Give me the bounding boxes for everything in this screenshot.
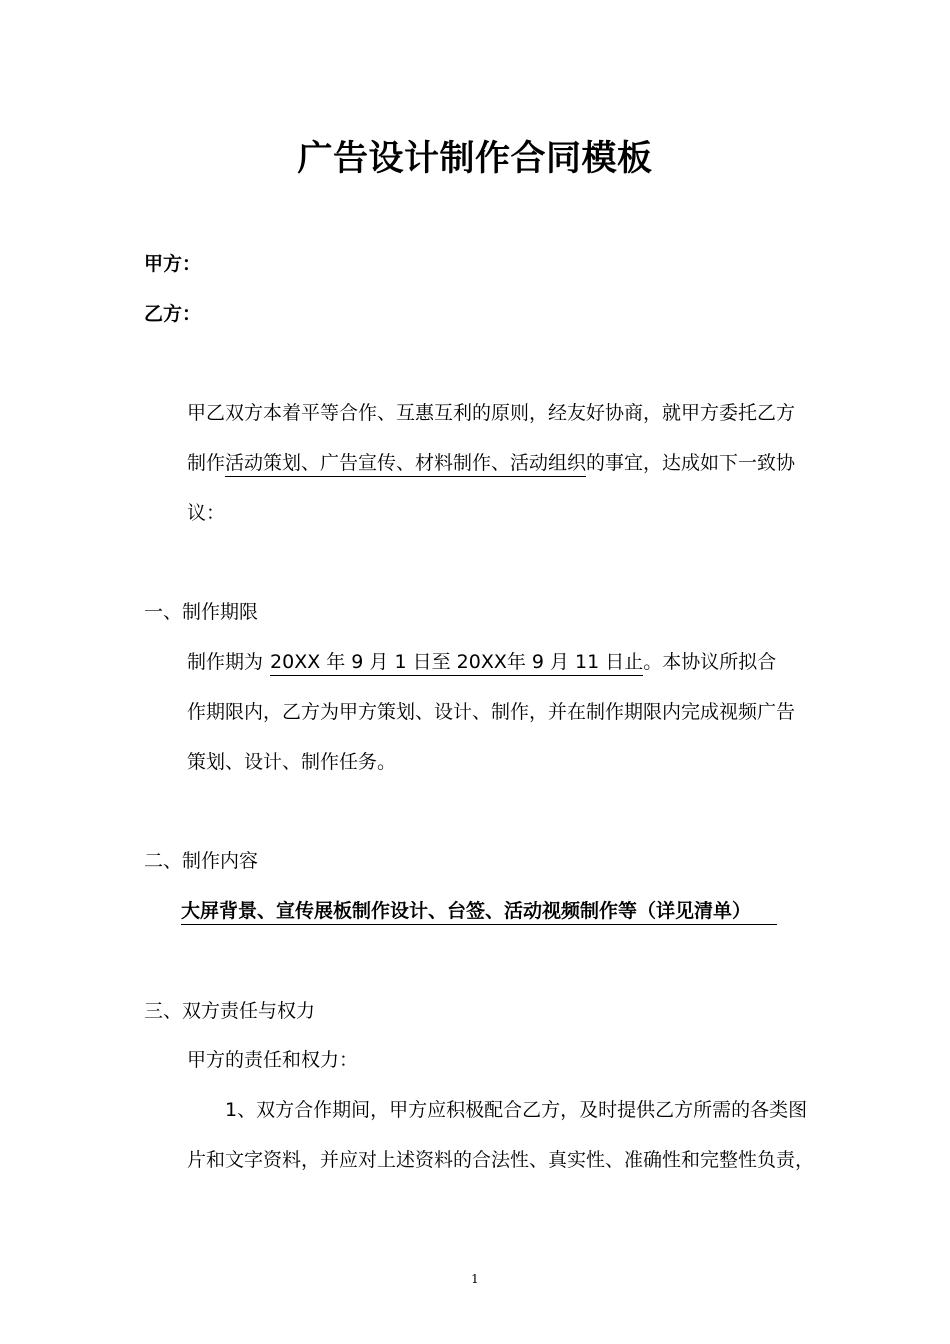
- party-a-label: 甲方：: [144, 253, 202, 275]
- page-number: 1: [471, 1272, 479, 1286]
- item-1-line-1: 1、双方合作期间，甲方应积极配合乙方，及时提供乙方所需的各类图: [225, 1099, 808, 1121]
- term-suffix: 。本协议所拟合: [643, 651, 777, 673]
- section-1-line-1: [187, 647, 776, 677]
- term-dates: 20XX 年 9 月 1 日至 20XX年 9 月 11 日止: [270, 649, 643, 676]
- section-2-heading: 二、制作内容: [144, 850, 259, 872]
- production-content: 大屏背景、宣传展板制作设计、台签、活动视频制作等（详见清单）: [181, 898, 777, 925]
- intro-line-2-pre: 制作: [187, 452, 226, 474]
- section-1-line-2: 作期限内，乙方为甲方策划、设计、制作，并在制作期限内完成视频广告: [187, 701, 796, 723]
- term-prefix: 制作期为: [187, 651, 264, 673]
- party-b-label: 乙方：: [144, 303, 202, 325]
- intro-line-3: 议：: [187, 502, 226, 524]
- intro-line-1: 甲乙双方本着平等合作、互惠互利的原则，经友好协商，就甲方委托乙方: [187, 402, 796, 424]
- party-a-duties-heading: 甲方的责任和权力：: [187, 1049, 359, 1071]
- item-1-line-2: 片和文字资料，并应对上述资料的合法性、真实性、准确性和完整性负责，: [187, 1149, 815, 1171]
- section-2-content: [181, 896, 777, 926]
- intro-underlined-items: 活动策划、广告宣传、材料制作、活动组织: [225, 450, 586, 477]
- intro-line-2: [187, 448, 795, 478]
- section-3-heading: 三、双方责任与权力: [144, 1000, 316, 1022]
- page-title: 广告设计制作合同模板: [297, 139, 653, 179]
- section-1-line-3: 策划、设计、制作任务。: [187, 751, 397, 773]
- section-1-heading: 一、制作期限: [144, 601, 259, 623]
- intro-line-2-post: 的事宜，达成如下一致协: [586, 452, 796, 474]
